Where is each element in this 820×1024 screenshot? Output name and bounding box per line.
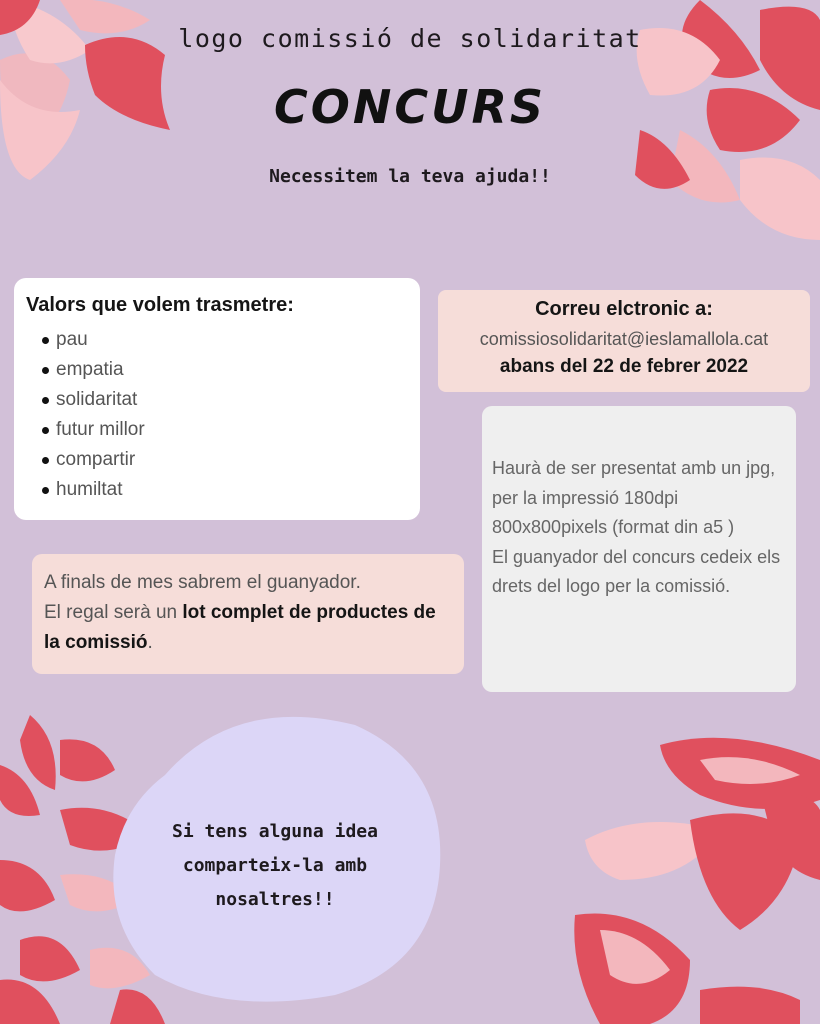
deadline-text: abans del 22 de febrer 2022 — [499, 356, 749, 377]
list-item: pau — [42, 325, 408, 355]
email-heading: Correu elctronic a: — [535, 298, 713, 320]
email-card — [438, 290, 810, 392]
prize-suffix: . — [147, 632, 153, 653]
list-item: compartir — [42, 445, 408, 475]
page-top-line: logo comissió de solidaritat — [178, 24, 642, 53]
list-item: solidaritat — [42, 385, 408, 415]
page-subtitle: Necessitem la teva ajuda!! — [269, 166, 551, 187]
values-heading: Valors que volem trasmetre: — [26, 294, 294, 316]
rights-notice: El guanyador del concurs cedeix els drets del logo per la comissió. — [492, 546, 781, 596]
prize-bold: lot complet de productes de la comissió — [44, 602, 436, 653]
prize-line — [44, 598, 452, 658]
page-title: CONCURS — [273, 80, 547, 134]
idea-text: Si tens alguna idea comparteix-la amb nosaltres!! — [172, 821, 378, 910]
winner-line: A finals de mes sabrem el guanyador. — [44, 572, 361, 593]
prize-prefix: El regal serà un — [44, 602, 183, 623]
leaf-icon — [574, 738, 820, 1024]
format-card — [482, 406, 796, 692]
list-item: empatia — [42, 355, 408, 385]
values-card — [14, 278, 420, 520]
list-item: futur millor — [42, 415, 408, 445]
format-requirements: Haurà de ser presentat amb un jpg, per la impressió 180dpi 800x800pixels (format din a5 ) — [492, 458, 776, 537]
email-address: comissiosolidaritat@ieslamallola.cat — [479, 329, 769, 349]
list-item: humiltat — [42, 475, 408, 505]
winner-card — [32, 554, 464, 674]
values-list — [26, 325, 408, 505]
